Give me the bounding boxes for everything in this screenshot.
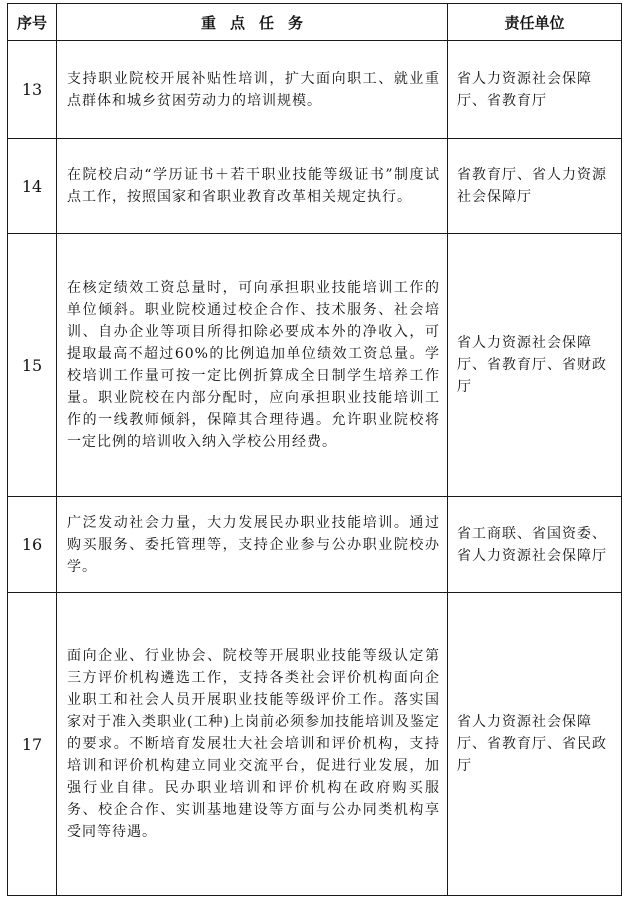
- table-row: [8, 497, 622, 593]
- header-task: 重点任务: [57, 4, 448, 41]
- row-num: 15: [8, 234, 57, 497]
- row-task: 面向企业、行业协会、院校等开展职业技能等级认定第三方评价机构遴选工作，支持各类社会评价机构面向企业职工和社会人员开展职业技能等级评价工作。落实国家对于准入类职业(工种)上岗前必须参加技能培训及鉴定的要求。不断培育发展壮大社会培训和评价机构，支持培训和评价机构建立同业交流平台，促进行业发展，加强行业自律。民办职业培训和评价机构在政府购买服务、校企合作、实训基地建设等方面与公办同类机构享受同等待遇。: [57, 593, 448, 896]
- row-unit: 省人力资源社会保障厅、省教育厅、省财政厅: [448, 234, 622, 497]
- row-task: 广泛发动社会力量，大力发展民办职业技能培训。通过购买服务、委托管理等，支持企业参与公办职业院校办学。: [57, 497, 448, 593]
- row-num: 13: [8, 41, 57, 139]
- row-unit: 省人力资源社会保障厅、省教育厅、省民政厅: [448, 593, 622, 896]
- row-unit: 省工商联、省国资委、省人力资源社会保障厅: [448, 497, 622, 593]
- row-unit: 省教育厅、省人力资源社会保障厅: [448, 139, 622, 234]
- table-row: [8, 139, 622, 234]
- row-unit: 省人力资源社会保障厅、省教育厅: [448, 41, 622, 139]
- task-table: [7, 3, 622, 896]
- table-row: [8, 41, 622, 139]
- header-row: [8, 4, 622, 41]
- row-num: 14: [8, 139, 57, 234]
- row-num: 16: [8, 497, 57, 593]
- row-task: 在院校启动“学历证书＋若干职业技能等级证书”制度试点工作，按照国家和省职业教育改革相关规定执行。: [57, 139, 448, 234]
- table-row: [8, 234, 622, 497]
- table-row: [8, 593, 622, 896]
- header-unit: 责任单位: [448, 4, 622, 41]
- header-num: 序号: [8, 4, 57, 41]
- row-num: 17: [8, 593, 57, 896]
- row-task: 在核定绩效工资总量时，可向承担职业技能培训工作的单位倾斜。职业院校通过校企合作、技术服务、社会培训、自办企业等项目所得扣除必要成本外的净收入，可提取最高不超过60%的比例追加单位绩效工资总量。学校培训工作量可按一定比例折算成全日制学生培养工作量。职业院校在内部分配时，应向承担职业技能培训工作的一线教师倾斜，保障其合理待遇。允许职业院校将一定比例的培训收入纳入学校公用经费。: [57, 234, 448, 497]
- row-task: 支持职业院校开展补贴性培训，扩大面向职工、就业重点群体和城乡贫困劳动力的培训规模。: [57, 41, 448, 139]
